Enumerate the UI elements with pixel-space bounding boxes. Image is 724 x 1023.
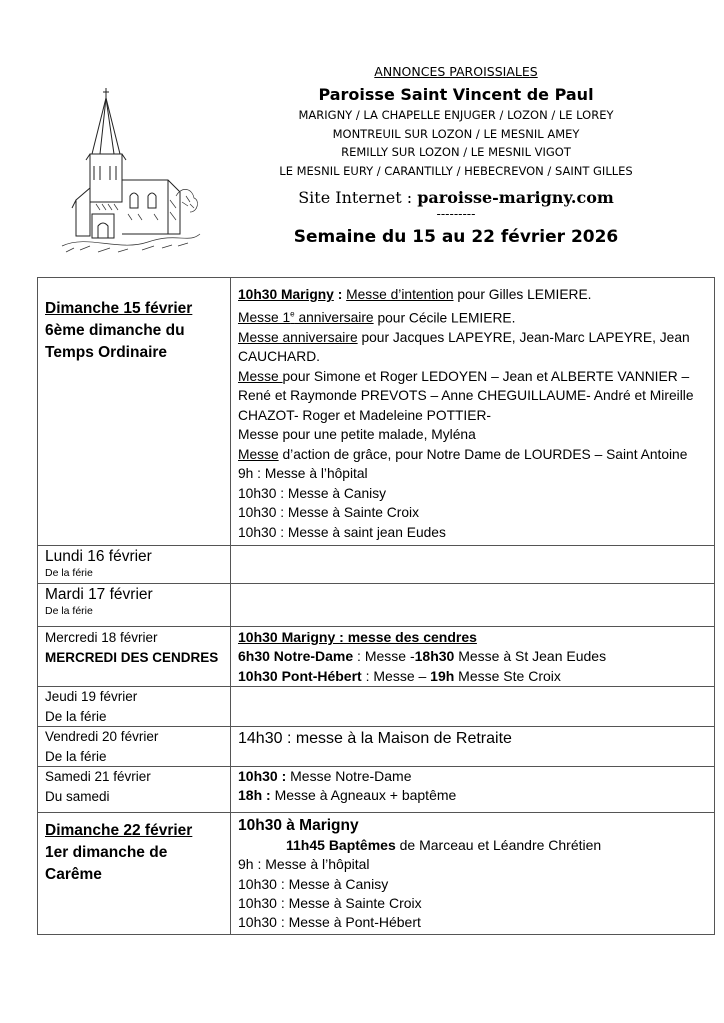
- events-cell: [231, 584, 715, 627]
- week-title: Semaine du 15 au 22 février 2026: [293, 226, 619, 247]
- day-cell: [38, 813, 231, 935]
- church-illustration: [58, 84, 204, 262]
- bulletin-header: [240, 64, 672, 249]
- day-liturgy-line-2: Carême: [45, 866, 102, 883]
- separator: ---------: [436, 206, 476, 221]
- bulletin-title: ANNONCES PAROISSIALES: [374, 64, 538, 79]
- website-label: Site Internet :: [298, 187, 413, 207]
- day-date: Jeudi 19 février: [45, 689, 138, 704]
- event-line: 10h30 à Marigny: [238, 817, 359, 834]
- event-line: 14h30 : messe à la Maison de Retraite: [238, 730, 512, 747]
- event-line: 10h30 : Messe à Sainte Croix: [238, 505, 419, 521]
- day-cell: [38, 278, 231, 546]
- day-cell: [38, 584, 231, 627]
- schedule-table: [37, 277, 715, 935]
- events-cell: [231, 627, 715, 687]
- event-line: 10h30 : Messe à Sainte Croix: [238, 894, 422, 911]
- villages-line-4: LE MESNIL EURY / CARANTILLY / HEBECREVON / SAINT GILLES: [279, 164, 633, 179]
- day-cell: [38, 546, 231, 584]
- event-line: 18h : Messe à Agneaux + baptême: [238, 787, 457, 804]
- events-cell: [231, 767, 715, 813]
- event-line: CHAZOT- Roger et Madeleine POTTIER-: [238, 407, 492, 423]
- day-date: Dimanche 15 février: [45, 300, 193, 317]
- event-line: 10h30 : Messe à Canisy: [238, 875, 389, 892]
- event-line: 10h30 : Messe à saint jean Eudes: [238, 524, 446, 540]
- day-cell: [38, 627, 231, 687]
- day-cell: [38, 727, 231, 767]
- event-line: 10h30 Pont-Hébert : Messe – 19h Messe Ste Croix: [238, 667, 561, 684]
- event-line: 10h30 : Messe à Pont-Hébert: [238, 914, 421, 931]
- day-date: Mercredi 18 février: [45, 630, 158, 645]
- schedule-row-jeudi-19: [38, 687, 715, 727]
- day-liturgy: De la férie: [45, 567, 93, 579]
- events-cell: [231, 687, 715, 727]
- events-cell: [231, 813, 715, 935]
- day-date: Lundi 16 février: [45, 548, 152, 565]
- schedule-row-mercredi-18: [38, 627, 715, 687]
- day-liturgy: De la férie: [45, 708, 107, 724]
- villages-line-3: REMILLY SUR LOZON / LE MESNIL VIGOT: [341, 145, 571, 160]
- event-line: 6h30 Notre-Dame : Messe -18h30 Messe à St Jean Eudes: [238, 648, 607, 665]
- event-line: Messe 1e anniversaire pour Cécile LEMIERE.: [238, 309, 516, 326]
- website-line: [240, 188, 672, 208]
- villages-line-1: MARIGNY / LA CHAPELLE ENJUGER / LOZON / LE LOREY: [298, 108, 614, 122]
- event-line: Messe pour Simone et Roger LEDOYEN – Jean et ALBERTE VANNIER –: [238, 368, 690, 384]
- event-line: 9h : Messe à l’hôpital: [238, 856, 370, 873]
- day-date: Samedi 21 février: [45, 769, 151, 784]
- event-line: Messe pour une petite malade, Myléna: [238, 427, 476, 443]
- day-cell: [38, 687, 231, 727]
- parish-name: Paroisse Saint Vincent de Paul: [318, 85, 594, 104]
- day-liturgy: De la férie: [45, 748, 107, 764]
- villages-line-2: MONTREUIL SUR LOZON / LE MESNIL AMEY: [332, 126, 580, 141]
- event-line: 10h30 : Messe à Canisy: [238, 485, 387, 501]
- schedule-row-samedi-21: [38, 767, 715, 813]
- event-line: CAUCHARD.: [238, 349, 321, 365]
- schedule-row-dimanche-15: [38, 278, 715, 546]
- event-line: René et Raymonde PREVOTS – Anne CHEGUILLAUME- André et Mireille: [238, 388, 694, 404]
- event-line: 10h30 Marigny : messe des cendres: [238, 629, 477, 645]
- day-cell: [38, 767, 231, 813]
- day-liturgy: De la férie: [45, 605, 93, 617]
- day-date: Dimanche 22 février: [45, 822, 193, 839]
- schedule-row-mardi-17: [38, 584, 715, 627]
- website-url[interactable]: paroisse-marigny.com: [417, 187, 614, 207]
- events-cell: [231, 546, 715, 584]
- event-line: Messe anniversaire pour Jacques LAPEYRE, Jean-Marc LAPEYRE, Jean: [238, 329, 690, 345]
- event-line: 10h30 Marigny : Messe d’intention pour Gilles LEMIERE.: [238, 287, 592, 302]
- day-liturgy: Du samedi: [45, 788, 110, 804]
- schedule-row-dimanche-22: [38, 813, 715, 935]
- event-line: 9h : Messe à l’hôpital: [238, 466, 368, 482]
- day-date: Vendredi 20 février: [45, 729, 159, 744]
- day-liturgy-line-2: Temps Ordinaire: [45, 344, 168, 361]
- day-date: Mardi 17 février: [45, 586, 153, 603]
- day-liturgy-line-1: 6ème dimanche du: [45, 322, 185, 339]
- event-line: 11h45 Baptêmes de Marceau et Léandre Chrétien: [286, 837, 602, 853]
- schedule-row-vendredi-20: [38, 727, 715, 767]
- day-liturgy-line-1: 1er dimanche de: [45, 844, 168, 861]
- event-line: Messe d’action de grâce, pour Notre Dame de LOURDES – Saint Antoine: [238, 446, 688, 462]
- day-liturgy: MERCREDI DES CENDRES: [45, 649, 219, 665]
- events-cell: [231, 278, 715, 546]
- event-line: 10h30 : Messe Notre-Dame: [238, 768, 412, 784]
- events-cell: [231, 727, 715, 767]
- schedule-row-lundi-16: [38, 546, 715, 584]
